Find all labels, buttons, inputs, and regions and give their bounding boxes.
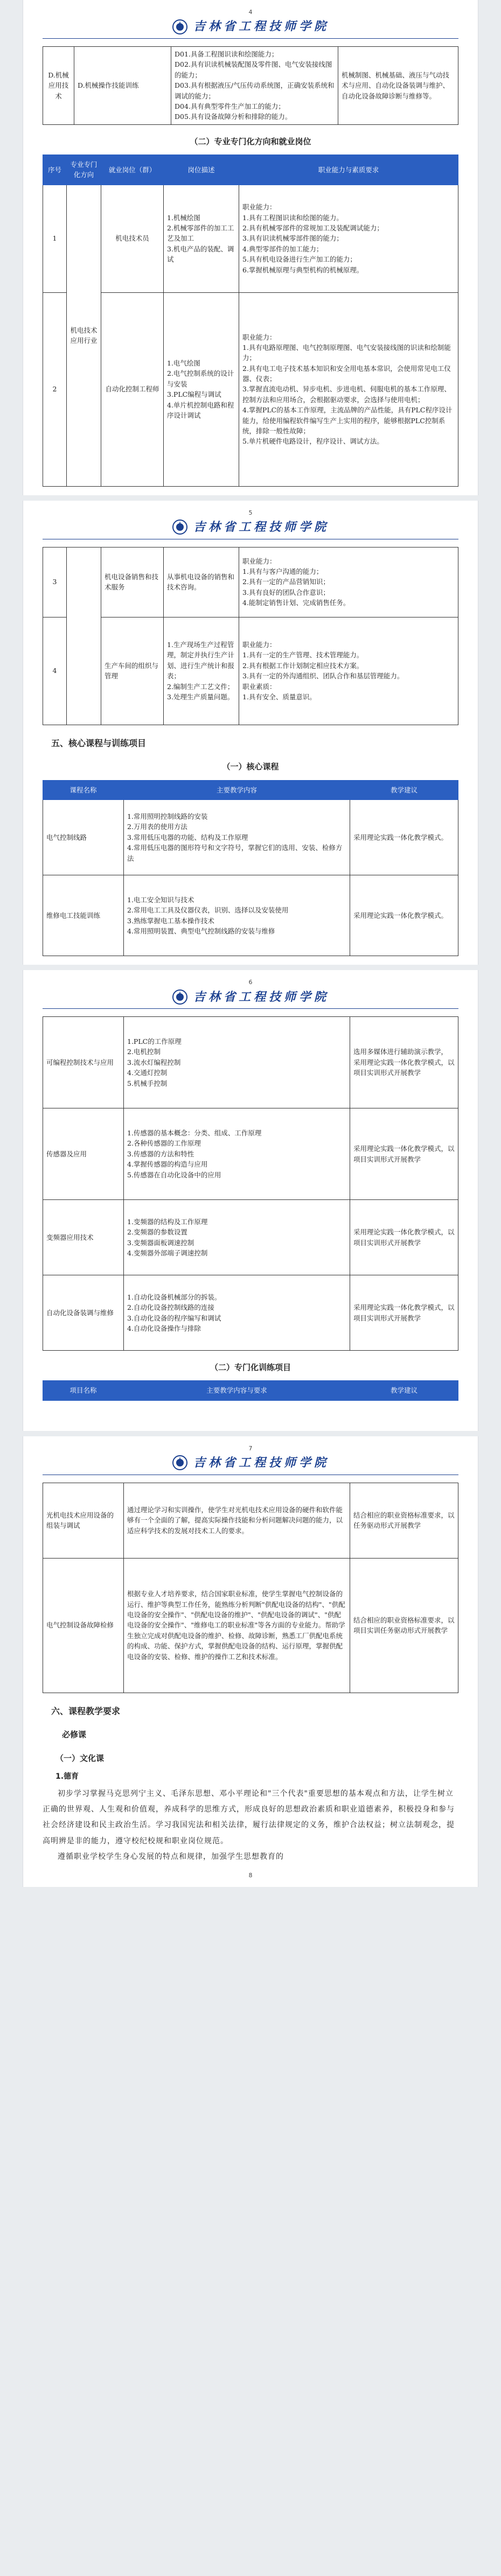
course-name: 可编程控制技术与应用 xyxy=(43,1017,124,1108)
desc-cell: 1.生产现场生产过程管理，制定并执行生产计划、进行生产统计和报表； 2.编制生产工艺文件； 3.处理生产质量问题。 xyxy=(164,617,239,725)
desc-cell: 1.电气绘图 2.电气控制系统的设计与安装 3.PLC编程与调试 4.单片机控制电路和程序设计调试 xyxy=(164,292,239,486)
course-name: 传感器及应用 xyxy=(43,1108,124,1200)
course-content: 1.电工安全知识与技术 2.常用电工工具及仪器仪表，识别、选择以及安装使用 3.熟练掌握电工基本操作技术 4.常用照明装置、典型电气控制线路的安装与维修 xyxy=(124,875,350,956)
school-logo-header xyxy=(43,985,458,1009)
direction-cell: 机电技术应用行业 xyxy=(67,185,101,486)
table-header-cell: 课程名称 xyxy=(43,780,124,799)
table-header-cell: 就业岗位（群） xyxy=(101,155,164,185)
section-title-requirements: 六、课程教学要求 xyxy=(51,1705,121,1716)
training-projects-table-cont xyxy=(43,1483,458,1693)
module-abilities: D01.具备工程图识读和绘图能力； D02.具有识读机械装配图及零件图、电气安装接线图的能力； D03.具有根据液压/气压传动系统图，正确安装系统和调试的能力； D04.具有典型零件生产加工的能力； D05.具有设备故障分析和排除的能力。 xyxy=(171,47,338,125)
table-row xyxy=(43,1017,458,1108)
moral-education-paragraph-2: 遵循职业学校学生身心发展的特点和规律，加强学生思想教育的 xyxy=(58,1852,284,1862)
table-row xyxy=(43,547,458,617)
row-number: 1 xyxy=(43,185,67,292)
school-logo-header xyxy=(43,516,458,539)
specialty-ability-table-tail xyxy=(43,46,458,125)
section-title-employment: （二）专业专门化方向和就业岗位 xyxy=(190,136,311,146)
table-header-cell: 主要教学内容与要求 xyxy=(124,1381,350,1400)
course-content: 1.自动化设备机械部分的拆装。 2.自动化设备控制线路的连接 3.自动化设备的程序编写和调试 4.自动化设备操作与排除 xyxy=(124,1275,350,1351)
school-name: 吉林省工程技师学院 xyxy=(193,520,329,535)
employment-table xyxy=(43,155,458,487)
school-logo-header xyxy=(43,15,458,39)
ability-cell: 职业能力： 1.具有与客户沟通的能力； 2.具有一定的产品营销知识； 3.具有良好的团队合作意识； 4.能制定销售计划、完成销售任务。 xyxy=(239,547,458,617)
project-advice: 结合相应的职业资格标准要求，以项目实训任务驱动形式开展教学 xyxy=(350,1558,458,1693)
desc-cell: 1.机械绘图 2.机械零部件的加工工艺及加工 3.机电产品的装配、调试 xyxy=(164,185,239,292)
project-content: 根据专业人才培养要求，结合国家职业标准，使学生掌握电气控制设备的运行、维护等典型工作任务，能熟练分析判断"供配电设备的结构"、"供配电设备的安全操作"、"供配电设备的维护"、"供配电设备的调试"、"供配电设备的安全操作"、"维修电工的职业标准"等各方面的专业能力。帮助学生独立完成对供配电设备的维护、检修、故障诊断，熟悉工厂供配电系统的构成、功能、保护方式，掌握供配电设备的结构、运行原理，掌握供配电设备的安装、检修、维护的操作工艺和技术标准。 xyxy=(124,1558,350,1693)
module-name: D.机械应用技术 xyxy=(43,47,74,125)
course-advice: 采用理论实践一体化教学模式，以项目实训形式开展教学 xyxy=(350,1200,458,1275)
project-content: 通过理论学习和实训操作，使学生对光机电技术应用设备的硬件和软件能够有一个全面的了解，提高实际操作技能和分析问题解决问题的能力，以适应科学技术的发展对技术工人的要求。 xyxy=(124,1483,350,1558)
page-4 xyxy=(23,0,478,495)
page-number: 8 xyxy=(248,1871,253,1879)
project-name: 电气控制设备故障检修 xyxy=(43,1558,124,1693)
table-row xyxy=(43,1275,458,1351)
ability-cell: 职业能力： 1.具有工程图识读和绘图的能力。 2.具有机械零部件的常规加工及装配调试能力； 3.具有识读机械零部件图的能力； 4.典型零部件的加工能力； 5.具有机电设备进行生产加工的能力； 6.掌握机械原理与典型机构的机械原理。 xyxy=(239,185,458,292)
school-emblem-icon xyxy=(172,19,188,35)
subsection-title-training: （二）专门化训练项目 xyxy=(210,1363,291,1373)
table-header-cell: 教学建议 xyxy=(350,1381,458,1400)
school-logo-header xyxy=(43,1451,458,1475)
school-emblem-icon xyxy=(172,1455,188,1471)
course-content: 1.常用照明控制线路的安装 2.万用表的使用方法 3.常用低压电器的功能、结构及工作原理 4.常用低压电器的图形符号和文字符号，掌握它们的选用、安装、检修方法 xyxy=(124,800,350,875)
page-number: 4 xyxy=(248,9,253,16)
page-number: 7 xyxy=(248,1444,253,1452)
culture-courses-heading: （一）文化课 xyxy=(55,1753,105,1763)
course-advice: 选用多媒体进行辅助演示教学， 采用理论实践一体化教学模式，以项目实训形式开展教学 xyxy=(350,1017,458,1108)
post-cell: 生产车间的组织与管理 xyxy=(101,617,164,725)
page-7 xyxy=(23,1436,478,1887)
table-row xyxy=(43,1483,458,1558)
desc-cell: 从事机电设备的销售和技术咨询。 xyxy=(164,547,239,617)
post-cell: 机电技术员 xyxy=(101,185,164,292)
page-number: 6 xyxy=(248,979,253,986)
school-emblem-icon xyxy=(172,989,188,1005)
core-courses-table-cont xyxy=(43,1016,458,1351)
table-header-cell: 序号 xyxy=(43,155,67,185)
school-name: 吉林省工程技师学院 xyxy=(193,19,329,34)
table-row xyxy=(43,1558,458,1693)
school-name: 吉林省工程技师学院 xyxy=(193,989,329,1004)
project-advice: 结合相应的职业资格标准要求，以任务驱动形式开展教学 xyxy=(350,1483,458,1558)
post-cell: 机电设备销售和技术服务 xyxy=(101,547,164,617)
moral-education-paragraph: 初步学习掌握马克思列宁主义、毛泽东思想、邓小平理论和"三个代表"重要思想的基本观点和方法，让学生树立正确的世界观、人生观和价值观，养成科学的思维方式，形成良好的思想政治素质和职业道德素养，积极投身和参与社会经济建设和民主政治生活。学习我国宪法和相关法律，履行法律规定的义务，维护合法权益；树立法制观念，提高明辨是非的能力，遵守校纪校规和职业岗位规范。 xyxy=(43,1789,455,1845)
module-task: D.机械操作技能训练 xyxy=(74,47,171,125)
course-name: 自动化设备装调与维修 xyxy=(43,1275,124,1351)
row-number: 3 xyxy=(43,547,67,617)
table-row xyxy=(43,1108,458,1200)
course-name: 维修电工技能训练 xyxy=(43,875,124,956)
table-header-cell: 专业专门化方向 xyxy=(67,155,101,185)
table-row xyxy=(43,292,458,486)
page-5 xyxy=(23,501,478,965)
ability-cell: 职业能力： 1.具有一定的生产管理、技术管理能力。 2.具有根据工作计划制定相应技术方案。 3.具有一定的外沟通组织、团队合作和基层管理能力。 职业素质： 1.具有安全、质量意识。 xyxy=(239,617,458,725)
table-row xyxy=(43,185,458,292)
table-header-cell: 主要教学内容 xyxy=(124,780,350,799)
project-name: 光机电技术应用设备的组装与调试 xyxy=(43,1483,124,1558)
table-header-cell: 项目名称 xyxy=(43,1381,124,1400)
course-advice: 采用理论实践一体化教学模式。 xyxy=(350,800,458,875)
row-number: 4 xyxy=(43,617,67,725)
course-advice: 采用理论实践一体化教学模式，以项目实训形式开展教学 xyxy=(350,1108,458,1200)
moral-education-heading: 1.德育 xyxy=(55,1772,79,1781)
employment-table-cont xyxy=(43,547,458,725)
post-cell: 自动化控制工程师 xyxy=(101,292,164,486)
table-header-cell: 岗位描述 xyxy=(164,155,239,185)
table-row xyxy=(43,800,458,875)
row-number: 2 xyxy=(43,292,67,486)
table-header-row xyxy=(43,1381,458,1400)
table-header-row xyxy=(43,780,458,799)
school-emblem-icon xyxy=(172,519,188,535)
training-projects-table xyxy=(43,1380,458,1400)
module-courses: 机械制图、机械基础、液压与气动技术与应用、自动化设备装调与维护、自动化设备故障诊断与维修等。 xyxy=(338,47,458,125)
course-name: 变频器应用技术 xyxy=(43,1200,124,1275)
table-row xyxy=(43,617,458,725)
table-row xyxy=(43,1200,458,1275)
required-courses-heading: 必修课 xyxy=(62,1730,87,1740)
school-name: 吉林省工程技师学院 xyxy=(193,1456,329,1470)
core-courses-table xyxy=(43,780,458,956)
page-number: 5 xyxy=(248,509,253,516)
section-title-core-courses: 五、核心课程与训练项目 xyxy=(51,738,147,748)
course-advice: 采用理论实践一体化教学模式。 xyxy=(350,875,458,956)
table-row xyxy=(43,875,458,956)
course-content: 1.变频器的结构及工作原理 2.变频器的参数设置 3.变频器面板调速控制 4.变频器外部端子调速控制 xyxy=(124,1200,350,1275)
course-name: 电气控制线路 xyxy=(43,800,124,875)
subsection-title-core: （一）核心课程 xyxy=(222,762,279,772)
direction-cell-cont xyxy=(67,547,101,725)
table-header-cell: 职业能力与素质要求 xyxy=(239,155,458,185)
table-header-cell: 教学建议 xyxy=(350,780,458,799)
page-6 xyxy=(23,970,478,1431)
course-content: 1.传感器的基本概念：分类、组成、工作原理 2.各种传感器的工作原理 3.传感器的方法和特性 4.掌握传感器的构造与应用 5.传感器在自动化设备中的应用 xyxy=(124,1108,350,1200)
ability-cell: 职业能力： 1.具有电路原理图、电气控制原理图、电气安装接线图的识读和绘制能力； 2.具有电工电子技术基本知识和安全用电基本常识，会使用常见电工仪器、仪表； 3.掌握直流电动机、异步电机、步进电机、伺服电机的基本工作原理、控制方法和应用场合，会根据驱动要求，会选择与使用电机； 4.掌握PLC的基本工作原理，主流品牌的产品性能，具有PLC程序设计能力，给使用编程软件编写生产上实用的程序，能够根据PLC控制系统，排除一般性故障； 5.单片机硬件电路设计，程序设计、调试方法。 xyxy=(239,292,458,486)
course-advice: 采用理论实践一体化教学模式，以项目实训形式开展教学 xyxy=(350,1275,458,1351)
table-header-row xyxy=(43,155,458,185)
course-content: 1.PLC的工作原理 2.电机控制 3.流水灯编程控制 4.交通灯控制 5.机械手控制 xyxy=(124,1017,350,1108)
